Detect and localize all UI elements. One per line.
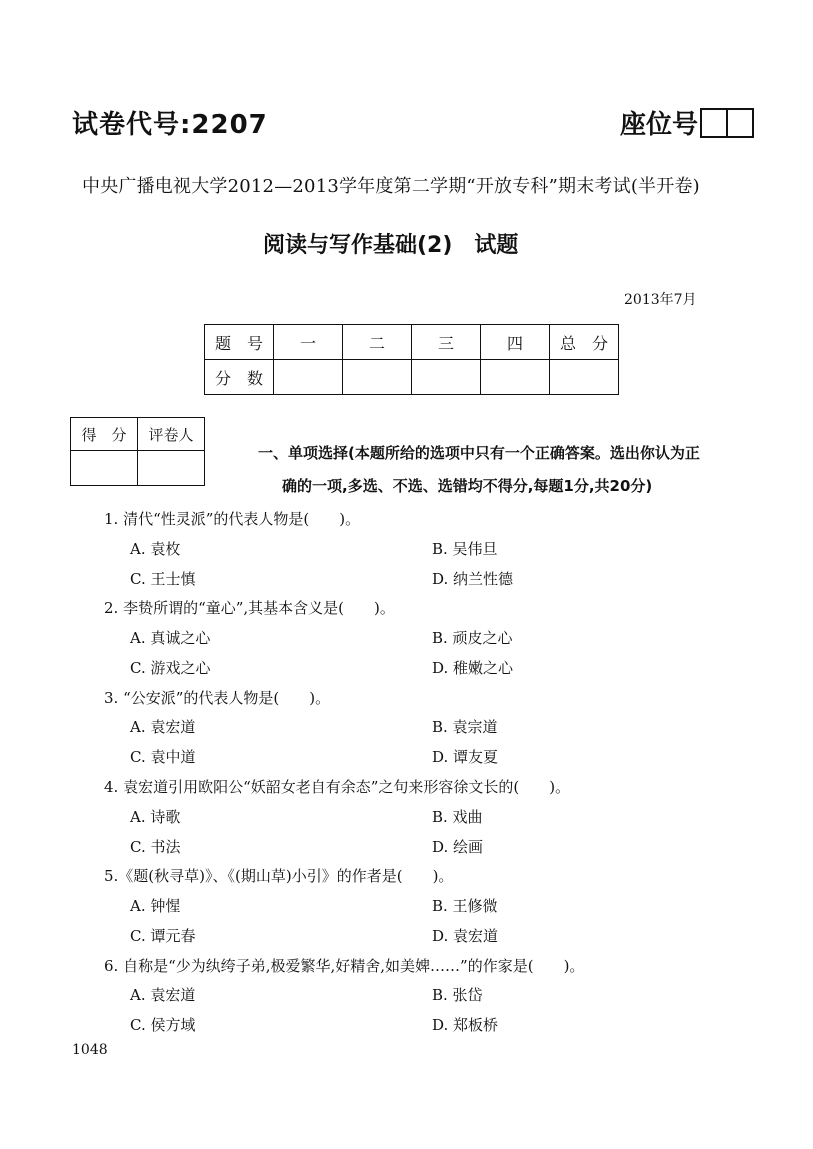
score-cell — [550, 360, 619, 395]
question-number-label: 题 号 — [205, 325, 274, 360]
option-b: B. 戏曲 — [432, 808, 483, 826]
option-b: B. 顽皮之心 — [432, 629, 513, 647]
section-1-header: 一 — [274, 325, 343, 360]
option-c: C. 袁中道 — [130, 748, 196, 766]
grader-label: 评卷人 — [138, 418, 205, 451]
question-stem: 2. 李贽所谓的“童心”,其基本含义是( )。 — [104, 599, 395, 617]
question-stem: 5.《题(秋寻草)》、《(期山草)小引》的作者是( )。 — [104, 867, 454, 885]
section-4-header: 四 — [481, 325, 550, 360]
section-2-header: 二 — [343, 325, 412, 360]
option-a: A. 诗歌 — [130, 808, 181, 826]
question-stem: 6. 自称是“少为纨绔子弟,极爱繁华,好精舍,如美婢……”的作家是( )。 — [104, 957, 585, 975]
total-score-header: 总 分 — [550, 325, 619, 360]
option-d: D. 稚嫩之心 — [432, 659, 514, 677]
option-d: D. 谭友夏 — [432, 748, 499, 766]
grader-blank — [138, 451, 205, 486]
seat-number — [620, 104, 754, 141]
seat-number-label: 座位号 — [620, 110, 699, 140]
option-d: D. 绘画 — [432, 838, 484, 856]
option-c: C. 谭元春 — [130, 927, 196, 945]
score-cell — [481, 360, 550, 395]
option-d: D. 郑板桥 — [432, 1016, 499, 1034]
option-a: A. 袁宏道 — [130, 986, 196, 1004]
score-label: 得 分 — [71, 418, 138, 451]
option-c: C. 游戏之心 — [130, 659, 211, 677]
section-1-title-line-2: 确的一项,多选、不选、选错均不得分,每题1分,共20分) — [282, 477, 653, 495]
option-b: B. 袁宗道 — [432, 718, 498, 736]
option-b: B. 张岱 — [432, 986, 483, 1004]
option-a: A. 真诚之心 — [130, 629, 211, 647]
option-c: C. 书法 — [130, 838, 181, 856]
option-c: C. 侯方域 — [130, 1016, 196, 1034]
score-row-label: 分 数 — [205, 360, 274, 395]
option-d: D. 纳兰性德 — [432, 570, 514, 588]
score-cell — [274, 360, 343, 395]
option-b: B. 王修微 — [432, 897, 498, 915]
question-stem: 1. 清代“性灵派”的代表人物是( )。 — [104, 510, 361, 528]
option-b: B. 吴伟旦 — [432, 540, 498, 558]
exam-date: 2013年7月 — [624, 292, 697, 308]
section-1-title-line-1: 一、单项选择(本题所给的选项中只有一个正确答案。选出你认为正 — [258, 444, 700, 462]
score-cell — [343, 360, 412, 395]
grader-table — [70, 417, 205, 486]
question-stem: 3. “公安派”的代表人物是( )。 — [104, 689, 331, 707]
section-3-header: 三 — [412, 325, 481, 360]
course-title: 阅读与写作基础(2) 试题 — [263, 233, 519, 258]
score-table-score-row — [205, 360, 619, 395]
question-stem: 4. 袁宏道引用欧阳公“妖韶女老自有余态”之句来形容徐文长的( )。 — [104, 778, 571, 796]
option-a: A. 钟惺 — [130, 897, 181, 915]
page-number: 1048 — [72, 1042, 108, 1058]
score-blank — [71, 451, 138, 486]
option-c: C. 王士慎 — [130, 570, 196, 588]
option-a: A. 袁宏道 — [130, 718, 196, 736]
university-exam-line: 中央广播电视大学2012—2013学年度第二学期“开放专科”期末考试(半开卷) — [82, 176, 700, 197]
option-a: A. 袁枚 — [130, 540, 181, 558]
score-table-header-row — [205, 325, 619, 360]
score-summary-table — [204, 324, 619, 395]
option-d: D. 袁宏道 — [432, 927, 499, 945]
score-cell — [412, 360, 481, 395]
seat-number-boxes — [700, 108, 754, 138]
paper-code: 试卷代号:2207 — [72, 110, 268, 140]
